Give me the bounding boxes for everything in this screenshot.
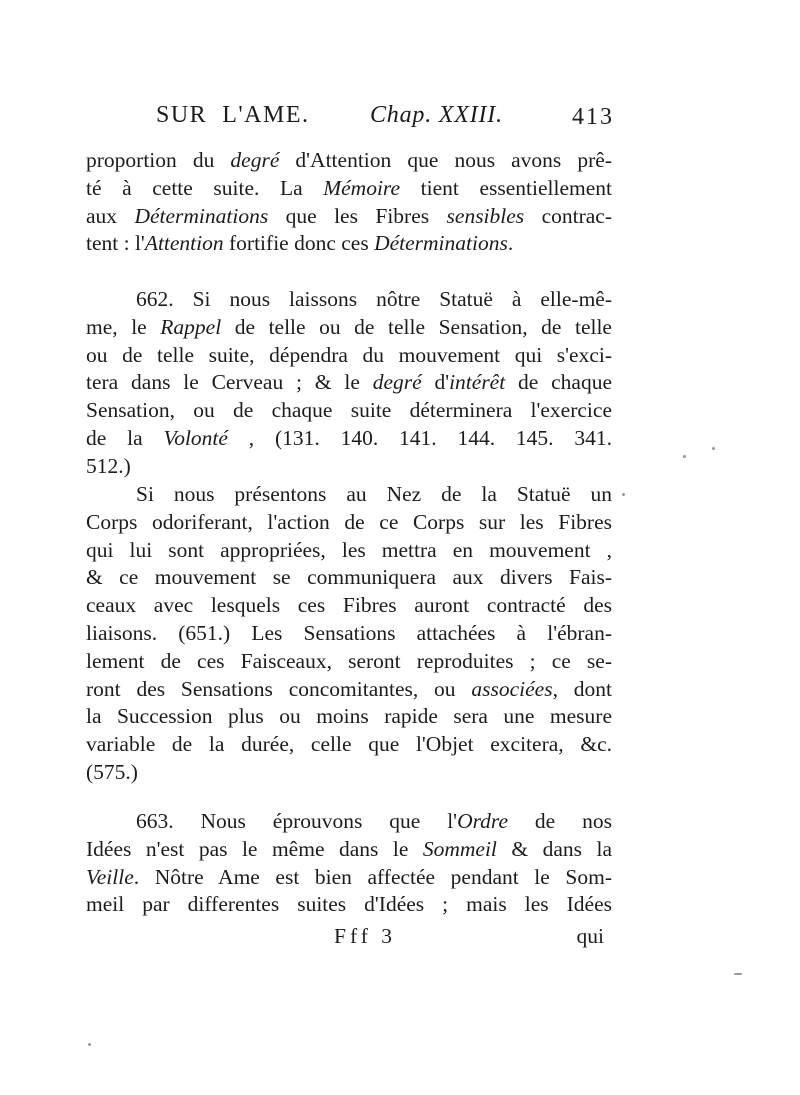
text-line: ront des Sensations concomitantes, ou associées, dont <box>86 676 612 701</box>
text-line: proportion du degré d'Attention que nous avons prê- <box>86 148 612 172</box>
text-line: tera dans le Cerveau ; & le degré d'intérêt de chaque <box>86 370 612 395</box>
text-line: me, le Rappel de telle ou de telle Sensation, de telle <box>86 314 612 339</box>
paragraph-continuation <box>86 147 612 258</box>
running-title: SUR L'AME. <box>156 102 310 128</box>
text-line: 662. Si nous laissons nôtre Statuë à elle-mê- <box>136 287 612 311</box>
text-line: liaisons. (651.) Les Sensations attachées à l'ébran- <box>86 620 612 645</box>
text-line: aux Déterminations que les Fibres sensibles contrac- <box>86 203 612 228</box>
text-line: Idées n'est pas le même dans le Sommeil & dans la <box>86 836 612 861</box>
text-line: 663. Nous éprouvons que l'Ordre de nos <box>136 809 612 833</box>
paper-speck <box>622 493 625 496</box>
text-line: Veille. Nôtre Ame est bien affectée pendant le Som- <box>86 864 612 889</box>
text-line: variable de la durée, celle que l'Objet excitera, &c. <box>86 732 612 757</box>
text-line: Sensation, ou de chaque suite déterminera l'exercice <box>86 398 612 423</box>
catchword: qui <box>576 924 604 948</box>
text-line: té à cette suite. La Mémoire tient essentiellement <box>86 175 612 200</box>
chapter-heading: Chap. XXIII. <box>370 102 503 128</box>
text-line: (575.) <box>86 759 138 784</box>
paper-speck <box>88 1043 91 1046</box>
paper-speck <box>734 973 742 975</box>
paper-speck <box>683 455 686 458</box>
text-line: 512.) <box>86 453 131 478</box>
text-line: qui lui sont appropriées, les mettra en mouvement , <box>86 537 612 562</box>
page-footer <box>86 924 612 954</box>
paragraph-663 <box>86 808 612 919</box>
text-line: Corps odoriferant, l'action de ce Corps sur les Fibres <box>86 509 612 534</box>
paper-speck <box>712 447 715 450</box>
text-line: de la Volonté , (131. 140. 141. 144. 145. 341. <box>86 425 612 450</box>
text-line: Si nous présentons au Nez de la Statuë un <box>136 482 612 506</box>
text-line: ceaux avec lesquels ces Fibres auront contracté des <box>86 593 612 618</box>
text-line: la Succession plus ou moins rapide sera une mesure <box>86 704 612 729</box>
text-line: meil par differentes suites d'Idées ; mais les Idées <box>86 892 612 917</box>
text-line: ou de telle suite, dépendra du mouvement qui s'exci- <box>86 342 612 367</box>
signature-mark: Fff 3 <box>334 924 397 948</box>
page-number: 413 <box>572 104 614 130</box>
text-line: & ce mouvement se communiquera aux divers Fais- <box>86 565 612 590</box>
text-line: tent : l'Attention fortifie donc ces Déterminations. <box>86 231 514 256</box>
paragraph-662 <box>86 286 612 481</box>
paragraph-statue-smell <box>86 481 612 787</box>
running-header <box>152 96 614 136</box>
text-line: lement de ces Faisceaux, seront reproduites ; ce se- <box>86 648 612 673</box>
